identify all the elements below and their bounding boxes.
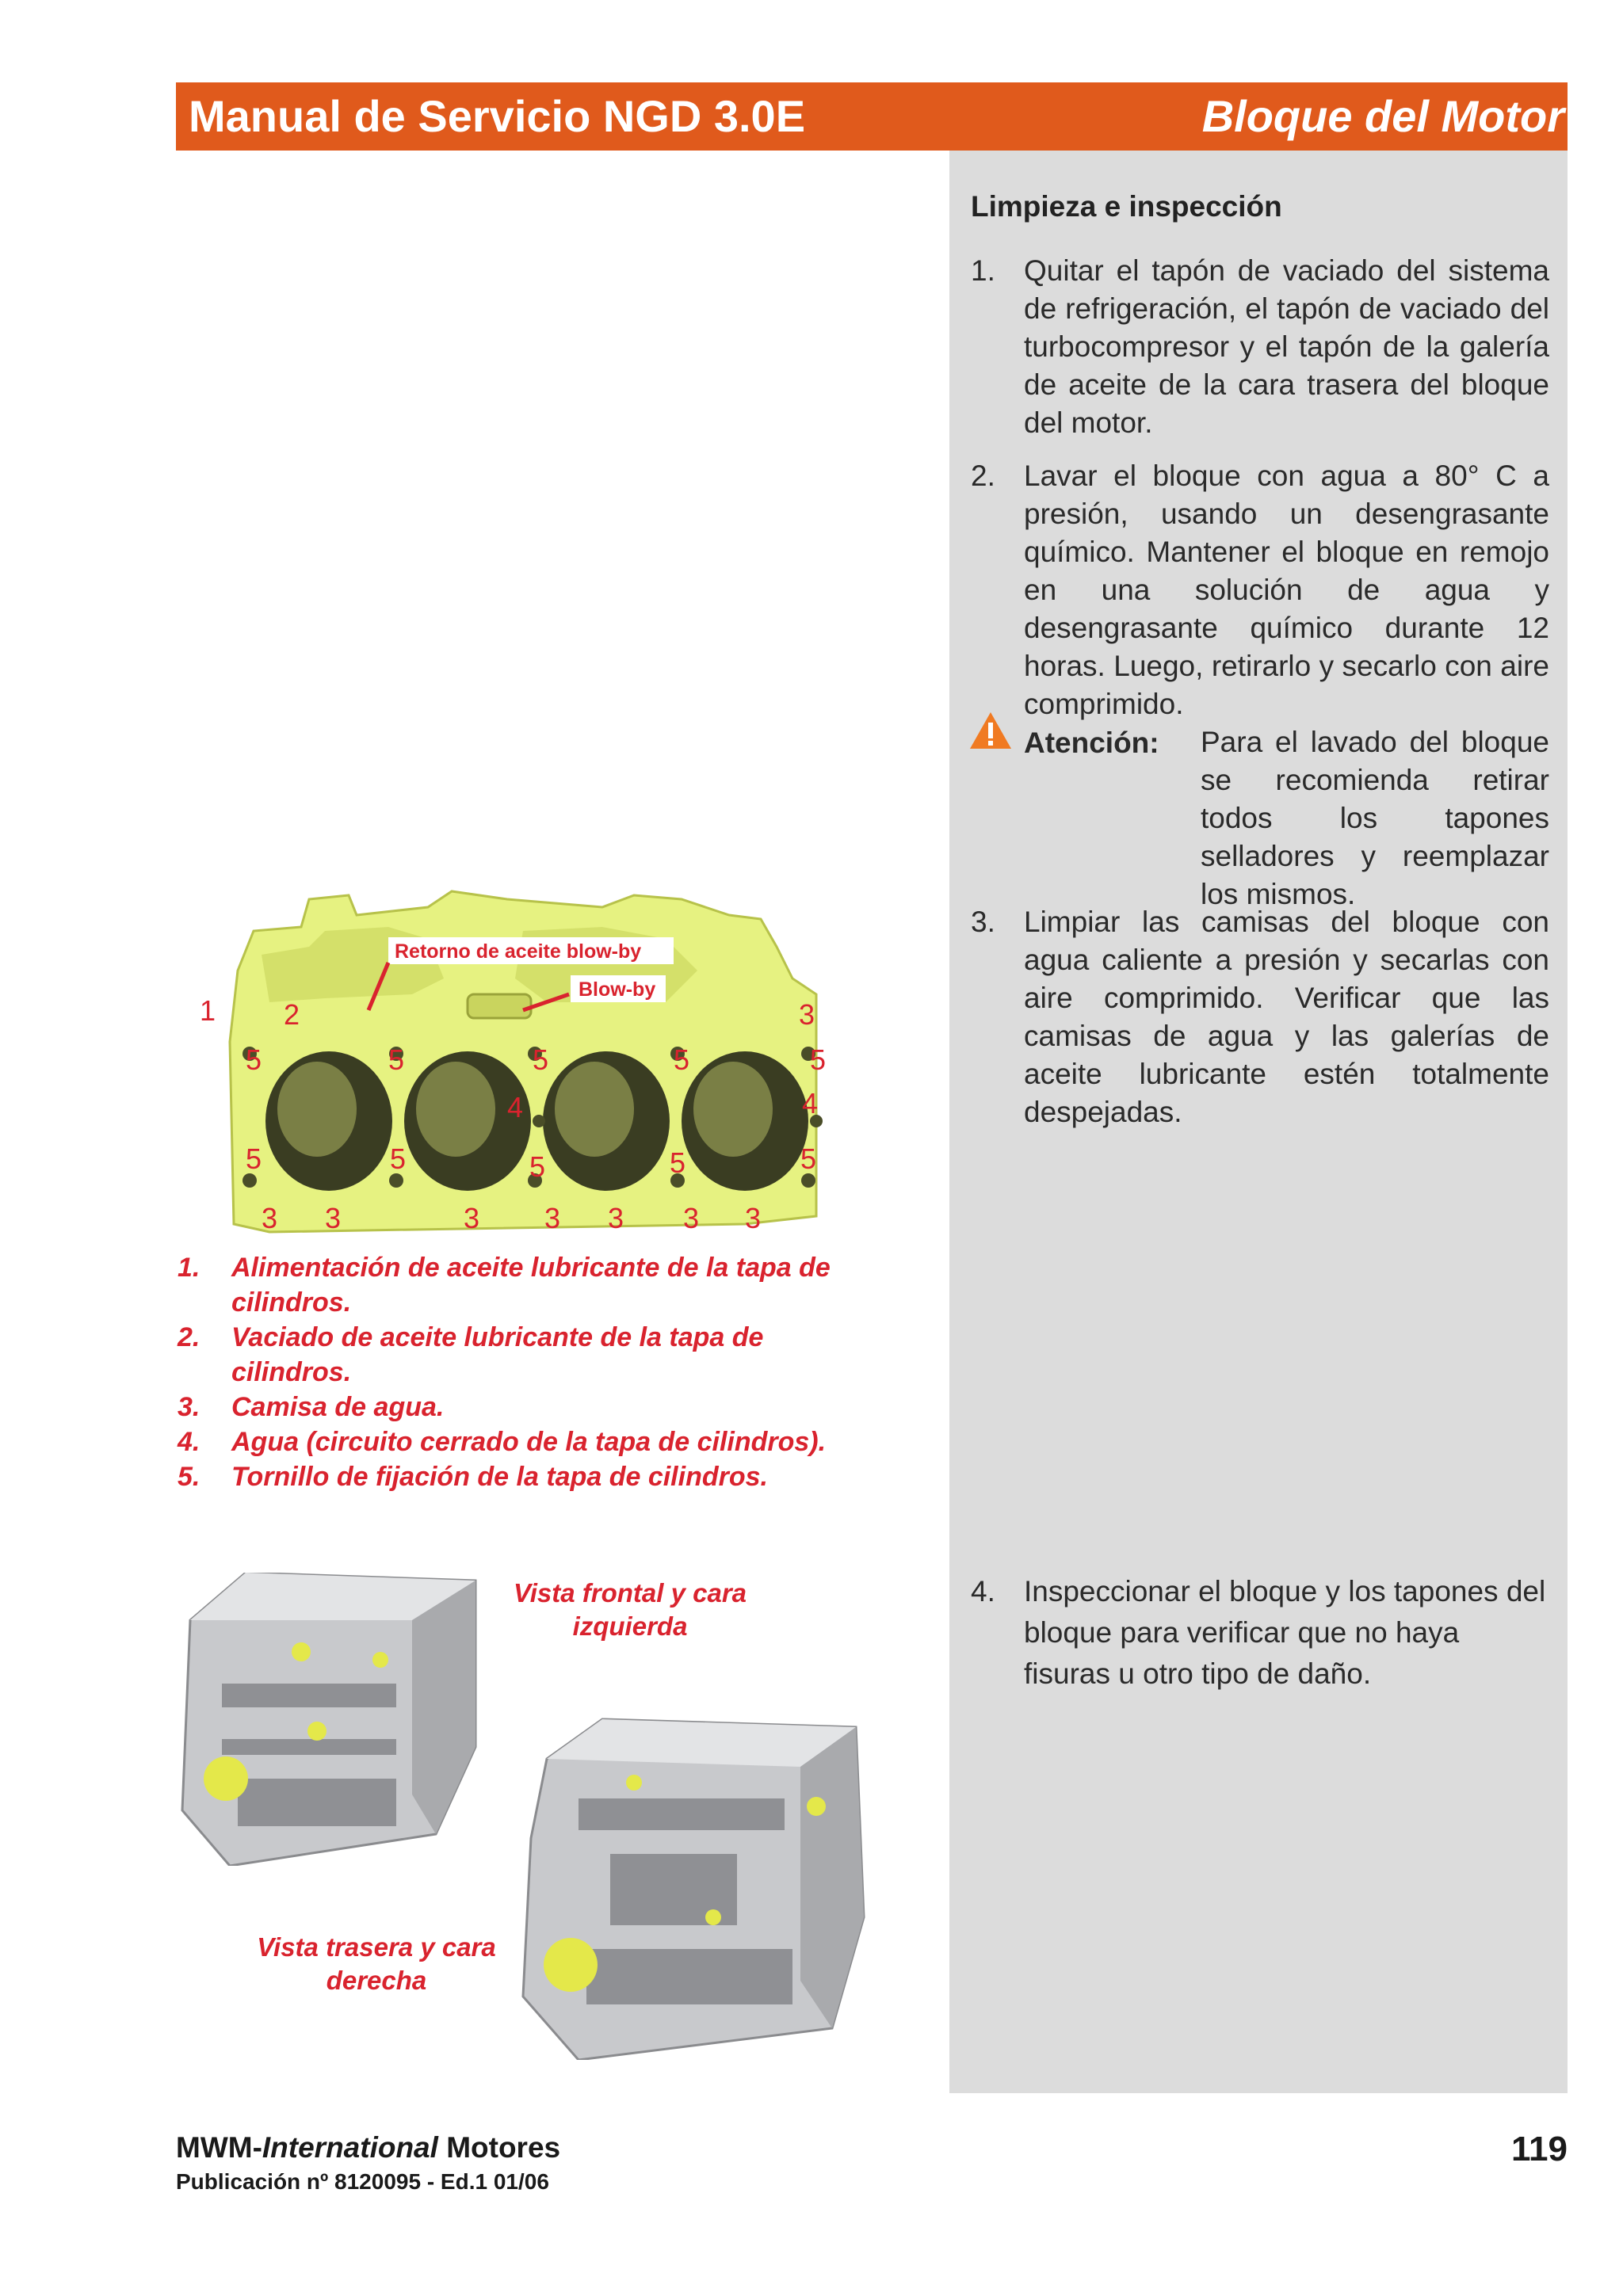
bore-highlight — [416, 1062, 495, 1157]
svg-text:3: 3 — [544, 1202, 561, 1234]
svg-text:4: 4 — [802, 1087, 819, 1119]
svg-text:1: 1 — [200, 994, 216, 1027]
step-text: Limpiar las camisas del bloque con agua caliente a presión y secarlas con aire comprimido. Verificar que las camisas de agua y las galerías de aceite lubricante estén totalmente despejadas. — [1024, 906, 1549, 1128]
engine-block-top-figure — [190, 883, 864, 1256]
caption-front-view: Vista frontal y cara izquierda — [513, 1578, 747, 1641]
bore-highlight — [555, 1062, 634, 1157]
svg-text:2: 2 — [284, 998, 300, 1031]
svg-text:5: 5 — [246, 1043, 262, 1076]
page-header — [176, 82, 1568, 151]
svg-text:5: 5 — [533, 1043, 549, 1076]
legend-item: 4. Agua (circuito cerrado de la tapa de cilindros). — [178, 1427, 827, 1457]
legend-item: 5. Tornillo de fijación de la tapa de cilindros. — [178, 1462, 768, 1492]
step-4 — [971, 1571, 1549, 1695]
svg-text:3: 3 — [325, 1202, 342, 1234]
blowby-port — [468, 994, 531, 1018]
legend-item: 1. Alimentación de aceite lubricante de la tapa de cilindros. — [178, 1253, 831, 1318]
warning-note — [968, 711, 1551, 910]
svg-text:5: 5 — [670, 1146, 686, 1179]
step-number: 3. — [971, 906, 995, 938]
bore-highlight — [693, 1062, 773, 1157]
engine-block-rear-figure — [515, 1711, 880, 2060]
publication-number: Publicación nº 8120095 - Ed.1 01/06 — [176, 2169, 549, 2194]
svg-text:5: 5 — [529, 1150, 546, 1183]
step-number: 1. — [971, 254, 995, 287]
caption-rear-view: Vista trasera y cara derecha — [257, 1932, 496, 1995]
svg-text:3: 3 — [683, 1202, 700, 1234]
publisher-brand: MWM-International Motores — [176, 2131, 561, 2164]
warning-icon — [968, 711, 1013, 750]
return-oil-tag: Retorno de aceite blow-by — [395, 940, 642, 963]
svg-text:3: 3 — [745, 1202, 762, 1234]
step-text: Inspeccionar el bloque y los tapones del bloque para verificar que no haya fisuras u otro tipo de daño. — [1024, 1575, 1546, 1690]
legend-item: 2. Vaciado de aceite lubricante de la tapa de cilindros. — [178, 1322, 764, 1387]
svg-text:5: 5 — [810, 1043, 827, 1076]
svg-text:5: 5 — [674, 1043, 690, 1076]
svg-text:5: 5 — [800, 1142, 817, 1175]
plug-icon — [544, 1938, 598, 1992]
svg-text:4: 4 — [507, 1091, 524, 1123]
legend-item: 3. Camisa de agua. — [178, 1392, 445, 1422]
step-text: Lavar el bloque con agua a 80° C a presión, usando un desengrasante químico. Mantener el bloque en remojo en una solución de agua y desengrasante químico durante 12 horas. Luego, retirarlo y secarlo con aire comprimido. — [1024, 460, 1549, 720]
section-title: Limpieza e inspección — [971, 190, 1282, 223]
svg-text:3: 3 — [608, 1202, 624, 1234]
step-1 — [971, 252, 1549, 442]
step-text: Quitar el tapón de vaciado del sistema de refrigeración, el tapón de vaciado del turbocompresor y el tapón de la galería de aceite de la cara trasera del bloque del motor. — [1024, 254, 1549, 439]
svg-text:5: 5 — [388, 1043, 405, 1076]
step-number: 2. — [971, 460, 995, 492]
svg-text:5: 5 — [246, 1142, 262, 1175]
figure-legend — [176, 1250, 857, 1494]
svg-text:3: 3 — [799, 998, 815, 1031]
blowby-tag: Blow-by — [579, 978, 656, 1001]
bore-highlight — [277, 1062, 357, 1157]
step-2 — [971, 457, 1549, 723]
step-3 — [971, 903, 1549, 1131]
svg-text:3: 3 — [464, 1202, 480, 1234]
manual-title: Manual de Servicio NGD 3.0E — [189, 91, 806, 141]
chapter-title: Bloque del Motor — [1201, 91, 1564, 141]
warning-text: Para el lavado del bloque se recomienda retirar todos los tapones selladores y reemplazar los mismos. — [1201, 726, 1549, 910]
step-number: 4. — [971, 1575, 995, 1608]
svg-text:3: 3 — [262, 1202, 278, 1234]
warning-label: Atención: — [1024, 727, 1159, 759]
page-number: 119 — [1511, 2130, 1568, 2168]
svg-text:5: 5 — [390, 1142, 407, 1175]
plug-icon — [204, 1756, 248, 1801]
engine-block-front-figure — [174, 1573, 483, 1866]
